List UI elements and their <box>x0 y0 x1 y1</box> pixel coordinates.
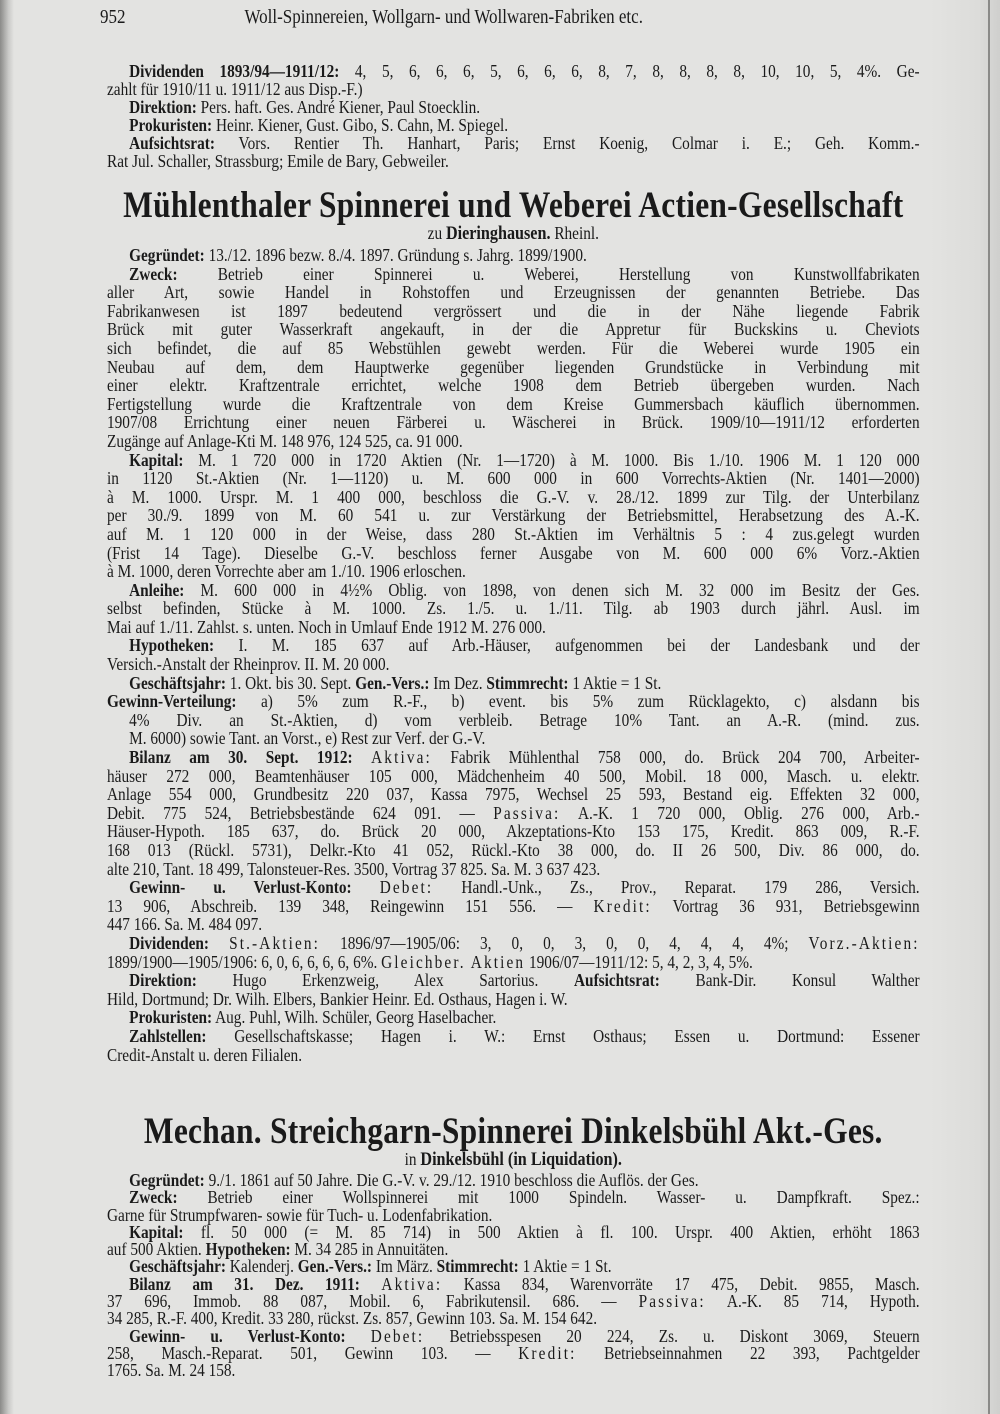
text: 447 166. Sa. M. 484 097. <box>107 914 263 935</box>
text: Neubau auf dem, dem Hauptwerke gegenüber liegenden Grundstücke in Verbindung mit <box>107 356 920 377</box>
text: M. 600 000 in 4½% Oblig. von 1898, von denen sich M. 32 000 im Besitz der Ges. <box>184 579 920 600</box>
text: Rat Jul. Schaller, Strassburg; Emile de Bary, Gebweiler. <box>107 151 449 171</box>
text: Fabrik Mühlenthal 758 000, do. Brück 204 700, Arbeiter- <box>431 747 920 768</box>
text: à M. 1000, deren Vorrechte aber am 1./10. 1906 erloschen. <box>107 561 466 582</box>
text-line <box>107 358 920 377</box>
field-label: Dividenden: <box>129 932 210 953</box>
text: Debit. 775 524, Betriebsbestände 624 091. — <box>107 802 494 823</box>
location-name: Dinkelsbühl (in Liquidation). <box>420 1149 622 1170</box>
text-line <box>107 152 920 170</box>
text-line <box>107 636 920 655</box>
text: auf 500 Aktien. <box>107 1239 206 1260</box>
spaced-label: Aktiva: <box>371 747 432 768</box>
field-label: Prokuristen: <box>129 1007 213 1028</box>
text: 1765. Sa. M. 24 158. <box>107 1360 236 1381</box>
text-line <box>107 692 920 711</box>
paragraphs <box>107 62 920 170</box>
text-line <box>107 599 920 618</box>
text: 9./1. 1861 auf 50 Jahre. Die G.-V. v. 29./12. 1910 beschloss die Auflös. der Ges. <box>204 1170 699 1190</box>
paragraph <box>107 748 920 878</box>
spaced-label: Aktiva: <box>381 1273 443 1294</box>
text: sich befindet, die auf 85 Webstühlen gewebt werden. Für die Weberei wurde 1905 ein <box>107 337 920 358</box>
text-line <box>107 915 920 934</box>
text: 1907/08 Errichtung einer neuen Färberei u. Wäscherei in Brück. 1909/10—1911/12 erforderten <box>107 412 920 433</box>
field-label: Anleihe: <box>129 579 185 600</box>
text-line <box>107 376 920 395</box>
text-line <box>107 953 920 972</box>
text: 1 Aktie = 1 St. <box>568 672 662 693</box>
company-entry-dinkelsbuehl <box>107 1110 920 1380</box>
text-line <box>107 655 920 674</box>
text: zahlt für 1910/11 u. 1911/12 aus Disp.-F.) <box>107 79 363 99</box>
field-label: Prokuristen: <box>129 115 213 135</box>
text: fl. 50 000 (= M. 85 714) in 500 Aktien à fl. 100. Urspr. 400 Aktien, erhöht 1863 <box>183 1221 920 1242</box>
field-label: Stimmrecht: <box>486 672 569 693</box>
text: alte 210, Tant. 18 499, Talonsteuer-Res. 3500, Vortrag 37 825. Sa. M. 3 637 423. <box>107 858 601 879</box>
text: Zugänge auf Anlage-Kti M. 148 976, 124 525, ca. 91 000. <box>107 430 463 451</box>
location-suffix: Rheinl. <box>554 223 599 243</box>
text-line <box>107 339 920 358</box>
text: 258, Masch.-Reparat. 501, Gewinn 103. — <box>107 1342 519 1363</box>
paragraph <box>107 116 920 134</box>
text-line <box>107 934 920 953</box>
text: 1 Aktie = 1 St. <box>518 1256 612 1277</box>
text: Betrieb einer Wollspinnerei mit 1000 Spindeln. Wasser- u. Dampfkraft. Spez.: <box>177 1187 920 1208</box>
text: Aug. Puhl, Wilh. Schüler, Georg Haselbacher. <box>212 1007 497 1028</box>
text <box>209 933 229 953</box>
text-line <box>107 785 920 804</box>
text-line <box>107 451 920 470</box>
text-line <box>107 878 920 897</box>
text: Handl.-Unk., Zs., Prov., Reparat. 179 286, Versich. <box>433 877 920 898</box>
text-line <box>107 1027 920 1046</box>
book-binding-shadow <box>0 0 14 1414</box>
text-line <box>107 544 920 563</box>
spaced-label: St.-Aktien: <box>229 932 321 953</box>
text: auf M. 1 120 000 in der Weise, dass 280 St.-Aktien im Verhältnis 5 : 4 zus.gelegt wurden <box>107 523 920 544</box>
paragraph <box>107 451 920 581</box>
text-line <box>107 711 920 730</box>
text: Betrieb einer Spinnerei u. Weberei, Herstellung von Kunstwollfabrikaten <box>177 263 920 284</box>
text-line <box>107 860 920 879</box>
text: Brück mit guter Wasserkraft angekauft, in der die Appretur für Buckskins u. Cheviots <box>107 319 920 340</box>
text: Gesellschaftskasse; Hagen i. W.: Ernst Osthaus; Essen u. Dortmund: Essener <box>206 1025 920 1046</box>
field-label: Aufsichtsrat: <box>574 970 660 991</box>
company-entry-muehlenthaler <box>107 184 920 1064</box>
text: Im März. <box>372 1256 437 1277</box>
text-line <box>107 562 920 581</box>
spaced-label: Debet: <box>370 1325 425 1346</box>
text: 34 285, R.-F. 400, Kredit. 33 280, rückst. Zs. 857, Gewinn 103. Sa. M. 154 642. <box>107 1308 598 1329</box>
paragraph <box>107 934 920 971</box>
text: einer elektr. Kraftzentrale errichtet, welche 1908 dem Betrieb übergeben wurden. Nach <box>107 375 920 396</box>
text: 13 906, Abschreib. 139 348, Reingewinn 151 556. — <box>107 895 594 916</box>
text: Vors. Rentier Th. Hanhart, Paris; Ernst Koenig, Colmar i. E.; Geh. Komm.- <box>214 133 920 153</box>
field-label: Zahlstellen: <box>129 1025 207 1046</box>
text <box>353 747 371 767</box>
text: Anlage 554 000, Grundbesitz 220 037, Kassa 7975, Wechsel 25 593, Bestand eig. Effekten 32 000, <box>107 784 920 805</box>
text-line <box>107 1046 920 1065</box>
spaced-label: Kredit: <box>518 1342 577 1363</box>
field-label: Zweck: <box>129 263 178 284</box>
paragraph <box>107 636 920 673</box>
spaced-label: Debet: <box>379 877 434 898</box>
field-label: Zweck: <box>129 1187 178 1208</box>
field-label: Direktion: <box>129 970 197 991</box>
field-label: Bilanz am 30. Sept. 1912: <box>129 747 353 768</box>
paragraph <box>107 62 920 98</box>
paragraph <box>107 878 920 934</box>
text: M. 1 720 000 in 1720 Aktien (Nr. 1—1720) à M. 1000. Bis 1./10. 1906 M. 1 120 000 <box>183 449 920 470</box>
text-line <box>107 302 920 321</box>
page-number: 952 <box>100 6 126 28</box>
text: Versich.-Anstalt der Rheinprov. II. M. 20 000. <box>107 654 390 675</box>
paragraph <box>107 1325 920 1381</box>
field-label: Geschäftsjahr: <box>129 1256 226 1277</box>
spaced-label: Passiva: <box>493 802 561 823</box>
text: I. M. 185 637 auf Arb.-Häuser, aufgenommen bei der Landesbank und der <box>214 635 920 656</box>
text: A.-K. 1 720 000, Oblig. 276 000, Arb.- <box>560 802 920 823</box>
text: Mai auf 1./11. Zahlst. s. unten. Noch in Umlauf Ende 1912 M. 276 000. <box>107 616 546 637</box>
text: per 30./9. 1899 von M. 60 541 u. zur Verstärkung der Betriebsmittel, Herabsetzung des A.-K. <box>107 505 920 526</box>
field-label: Hypotheken: <box>129 635 215 656</box>
company-title: Mechan. Streichgarn-Spinnerei Dinkelsbühl Akt.-Ges. <box>143 1111 883 1152</box>
text: Heinr. Kiener, Gust. Gibo, S. Cahn, M. Spiegel. <box>212 115 509 135</box>
text: 13./12. 1896 bezw. 8./4. 1897. Gründung s. Jahrg. 1899/1900. <box>204 245 587 265</box>
spaced-label: Gleichber. Aktien <box>381 951 526 972</box>
field-label: Kapital: <box>129 1221 184 1242</box>
text-line <box>107 897 920 916</box>
text: Betriebsspesen 20 224, Zs. u. Diskont 3069, Steuern <box>424 1325 920 1346</box>
text-line <box>107 488 920 507</box>
text-line <box>107 320 920 339</box>
text: 4% Div. an St.-Aktien, d) vom verbleib. Betrage 10% Tant. an A.-R. (mind. zus. <box>129 709 920 730</box>
running-title: Woll-Spinnereien, Wollgarn- und Wollwaren-Fabriken etc. <box>244 6 643 28</box>
text-line <box>107 283 920 302</box>
text: Betriebseinnahmen 22 393, Pachtgelder <box>576 1342 920 1363</box>
paragraphs <box>107 246 920 1064</box>
text: Bank-Dir. Konsul Walther <box>659 970 920 991</box>
text-line <box>107 618 920 637</box>
text: Garne für Strumpfwaren- sowie für Tuch- u. Lodenfabrikation. <box>107 1204 493 1225</box>
paragraph <box>107 134 920 170</box>
spaced-label: Kredit: <box>593 895 652 916</box>
text-line <box>107 1362 920 1379</box>
field-label: Direktion: <box>129 97 197 117</box>
text-line <box>107 506 920 525</box>
text-line <box>107 413 920 432</box>
text-line <box>107 822 920 841</box>
text: Pers. haft. Ges. André Kiener, Paul Stoecklin. <box>196 97 481 117</box>
text: Hugo Erkenzweig, Alex Sartorius. <box>196 970 575 991</box>
location-prefix: zu <box>427 223 443 243</box>
paragraphs <box>107 1172 920 1380</box>
field-label: Gewinn- u. Verlust-Konto: <box>129 877 352 898</box>
text-line <box>107 767 920 786</box>
paragraph <box>107 1221 920 1260</box>
text: Im Dez. <box>429 672 487 693</box>
text: 1. Okt. bis 30. Sept. <box>225 672 356 693</box>
text: Kalenderj. <box>225 1256 298 1277</box>
text: selbst befinden, Stücke à M. 1000. Zs. 1./5. u. 1./11. Tilg. ab 1903 durch jährl. Ausl. im <box>107 598 920 619</box>
text: Hild, Dortmund; Dr. Wilh. Elbers, Bankier Heinr. Ed. Osthaus, Hagen i. W. <box>107 988 568 1009</box>
field-label: Aufsichtsrat: <box>129 133 215 153</box>
field-label: Dividenden 1893/94—1911/12: <box>129 61 340 81</box>
text: 168 013 (Rückl. 5731), Delkr.-Kto 41 052, Rückl.-Kto 38 000, do. II 26 500, Div. 86 000, do. <box>107 840 920 860</box>
text: häuser 272 000, Beamtenhäuser 105 000, Mädchenheim 40 500, Mobil. 18 000, Masch. u. elektr. <box>107 765 920 786</box>
text: 1906/07—1911/12: 5, 4, 2, 3, 4, 5%. <box>525 951 753 972</box>
text-line <box>107 581 920 600</box>
text: à M. 1000. Urspr. M. 1 400 000, beschloss die G.-V. v. 28./12. 1899 zur Tilg. der Unterbilanz <box>107 486 920 507</box>
paragraph <box>107 692 920 748</box>
text-line <box>107 246 920 265</box>
company-title: Mühlenthaler Spinnerei und Weberei Actien-Gesellschaft <box>123 185 904 226</box>
paragraph <box>107 1189 920 1224</box>
text-line <box>107 841 920 860</box>
text <box>352 877 380 897</box>
paragraph <box>107 265 920 451</box>
text-line <box>107 748 920 767</box>
spaced-label: Vorz.-Aktien: <box>808 932 920 953</box>
text-line <box>107 134 920 152</box>
field-label: Kapital: <box>129 449 184 470</box>
field-label: Stimmrecht: <box>436 1256 519 1277</box>
field-label: Gen.-Vers.: <box>355 672 430 693</box>
page-fold-line <box>988 0 990 1414</box>
text-line <box>107 971 920 990</box>
field-label: Gewinn- u. Verlust-Konto: <box>129 1325 346 1346</box>
text: 37 696, Immob. 88 087, Mobil. 6, Fabrikutensil. 686. — <box>107 1291 639 1312</box>
text-line <box>107 116 920 134</box>
paragraph <box>107 246 920 265</box>
field-label: Hypotheken: <box>205 1239 291 1260</box>
text: Fabrikanwesen ist 1897 bedeutend vergrössert und die in der Nähe liegende Fabrik <box>107 300 920 321</box>
text-line <box>107 804 920 823</box>
text: (Frist 14 Tage). Dieselbe G.-V. beschloss ferner Ausgabe von M. 600 000 6% Vorz.-Aktien <box>107 542 920 563</box>
text-line <box>107 395 920 414</box>
field-label: Gegründet: <box>129 1170 205 1190</box>
text: a) 5% zum R.-F., b) event. bis 5% zum Rücklagekto, c) alsdann bis <box>236 691 920 712</box>
text: 4, 5, 6, 6, 6, 5, 6, 6, 6, 8, 7, 8, 8, 8, 8, 10, 10, 5, 4%. Ge- <box>339 61 920 81</box>
text-line <box>107 80 920 98</box>
paragraph <box>107 971 920 1008</box>
spaced-label: Passiva: <box>638 1291 706 1312</box>
paragraph <box>107 1273 920 1329</box>
location-prefix: in <box>404 1149 417 1169</box>
field-label: Gewinn-Verteilung: <box>107 691 237 712</box>
text-line <box>107 62 920 80</box>
field-label: Gen.-Vers.: <box>297 1256 373 1277</box>
paragraph <box>107 674 920 693</box>
previous-company-continuation <box>107 62 920 170</box>
text: M. 34 285 in Annuitäten. <box>290 1239 449 1260</box>
field-label: Geschäftsjahr: <box>129 672 226 693</box>
text: Fertigstellung wurde die Kraftzentrale von dem Kreise Gummersbach käuflich übernommen. <box>107 393 920 414</box>
paragraph <box>107 1027 920 1064</box>
text-line <box>107 432 920 451</box>
text: aller Art, sowie Handel in Rohstoffen und Erzeugnissen der genannten Betriebe. Das <box>107 282 920 303</box>
field-label: Gegründet: <box>129 245 205 265</box>
text-line <box>107 1008 920 1027</box>
text: 1899/1900—1905/1906: 6, 0, 6, 6, 6, 6, 6%. <box>107 951 382 972</box>
text-line <box>107 990 920 1009</box>
text: M. 6000) sowie Tant. an Vorst., e) Rest zur Verf. der G.-V. <box>129 728 486 749</box>
paragraph <box>107 581 920 637</box>
text-line <box>107 525 920 544</box>
text: 1896/97—1905/06: 3, 0, 0, 3, 0, 0, 4, 4, 4, 4%; <box>320 932 809 953</box>
text: Vortrag 36 931, Betriebsgewinn <box>651 895 920 916</box>
paragraph <box>107 98 920 116</box>
location-name: Dieringhausen. <box>445 223 551 244</box>
text: Häuser-Hypoth. 185 637, do. Brück 20 000, Akzeptations-Kto 153 175, Kredit. 863 009, R.-F. <box>107 821 920 842</box>
text-line <box>107 674 920 693</box>
paragraph <box>107 1008 920 1027</box>
text-line <box>107 729 920 748</box>
text: in 1120 St.-Aktien (Nr. 1—1120) u. M. 600 000 in 600 Vorrechts-Aktien (Nr. 1401—2000) <box>107 468 920 489</box>
text-line <box>107 265 920 284</box>
text-line <box>107 98 920 116</box>
text-line <box>107 469 920 488</box>
field-label: Bilanz am 31. Dez. 1911: <box>129 1273 360 1294</box>
text: Credit-Anstalt u. deren Filialen. <box>107 1044 303 1065</box>
text: Kassa 834, Warenvorräte 17 475, Debit. 9855, Masch. <box>442 1273 920 1294</box>
text: A.-K. 85 714, Hypoth. <box>705 1291 920 1312</box>
